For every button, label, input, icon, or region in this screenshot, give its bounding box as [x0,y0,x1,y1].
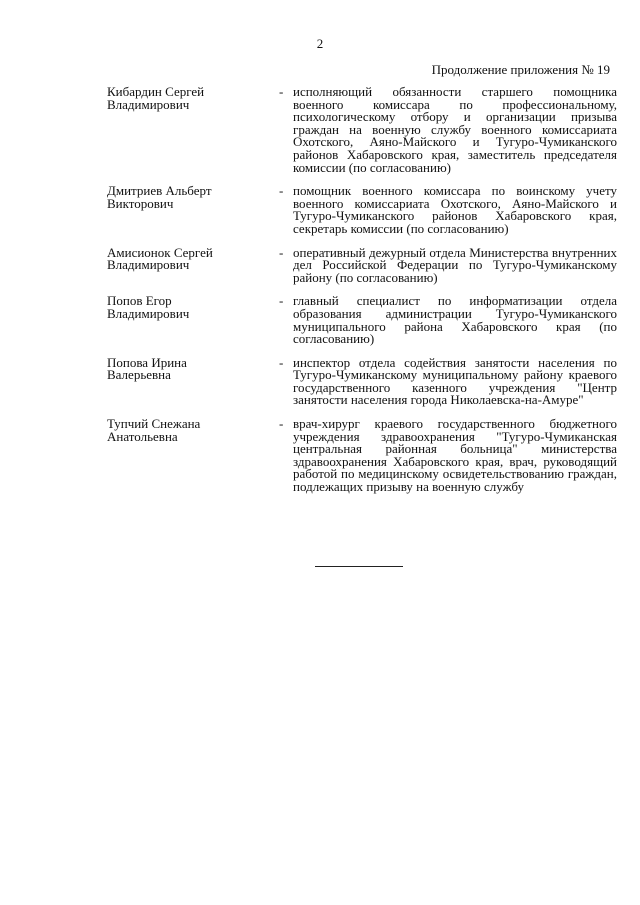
member-patronymic: Владимирович [107,305,190,321]
member-dash: - [279,84,284,99]
member-dash: - [279,183,284,199]
member-role: главный специалист по информатизации отдела образования администрации Тугуро-Чумиканского муниципального района Хабаровского края (по согласованию) [293,293,617,347]
end-of-list-divider [315,566,403,567]
member-role: врач-хирург краевого государственного бюджетного учреждения здравоохранения "Тугуро-Чумиканская центральная районная больница" министерства здравоохранения Хабаровского края, врач, руководящий работой по медицинскому освидетельствованию граждан, подлежащих призыву на военную службу [293,416,617,495]
member-dash: - [279,244,284,260]
member-surname-given-name: Попов Егор [107,293,172,309]
member-name [107,244,279,273]
commission-member-list [107,86,617,505]
member-patronymic: Владимирович [107,257,190,273]
member-role: исполняющий обязанности старшего помощника военного комиссара по профессиональному, психологическому отбору и организации призыва граждан на военную службу военного комиссариата Охотского, Аяно-Майского и Тугуро-Чумиканского районов Хабаровского края, заместитель председателя комиссии (по согласованию) [293,84,617,175]
member-name [107,354,279,383]
member-name [107,185,279,210]
member-dash: - [279,416,284,432]
member-surname-given-name: Кибардин Сергей [107,84,205,99]
member-row [107,244,617,285]
continuation-header: Продолжение приложения № 19 [431,62,610,77]
member-patronymic: Викторович [107,195,174,211]
member-patronymic: Владимирович [107,96,190,112]
member-name [107,86,279,111]
member-row [107,185,617,235]
member-row [107,354,617,408]
member-surname-given-name: Тупчий Снежана [107,416,201,432]
member-role: помощник военного комиссара по воинскому учету военного комиссариата Охотского, Аяно-Майского и Тугуро-Чумиканского районов Хабаровского края, секретарь комиссии (по согласованию) [293,183,617,236]
member-name [107,295,279,320]
member-patronymic: Анатольевна [107,428,178,444]
member-name [107,418,279,443]
member-row [107,295,617,345]
member-surname-given-name: Дмитриев Альберт [107,183,212,199]
member-dash: - [279,293,284,309]
member-role: оперативный дежурный отдела Министерства внутренних дел Российской Федерации по Тугуро-Чумиканскому району (по согласованию) [293,244,617,285]
page-number: 2 [316,36,324,51]
member-row [107,86,617,174]
member-role: инспектор отдела содействия занятости населения по Тугуро-Чумиканскому муниципальному району краевого государственного казенного учреждения "Центр занятости населения города Николаевска-на-Амуре" [293,354,617,408]
member-surname-given-name: Попова Ирина [107,354,187,370]
member-patronymic: Валерьевна [107,367,171,383]
member-dash: - [279,354,284,370]
member-surname-given-name: Амисионок Сергей [107,244,213,260]
member-row [107,418,617,494]
